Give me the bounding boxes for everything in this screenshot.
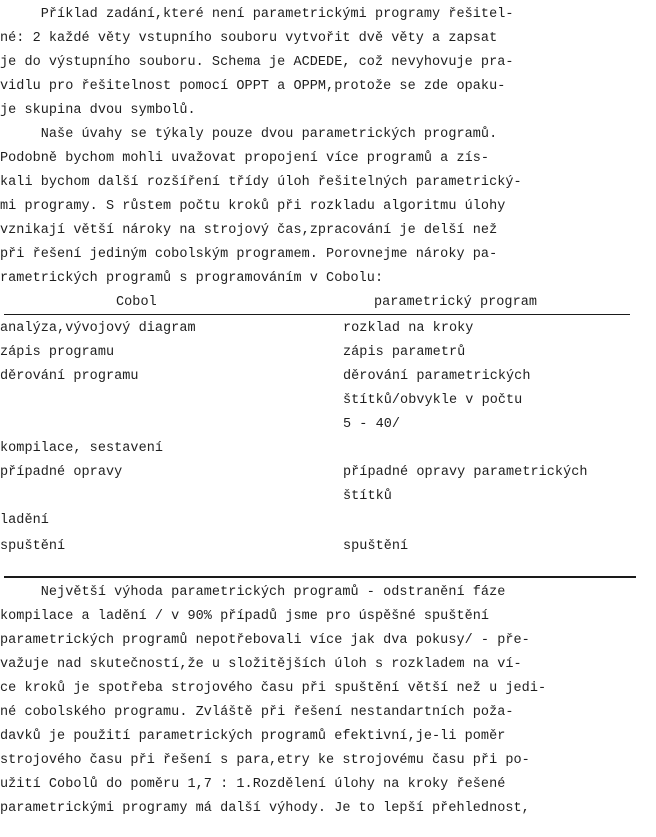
table-cell-cobol: analýza,vývojový diagram bbox=[0, 321, 196, 336]
column-header-cobol: Cobol bbox=[116, 295, 157, 310]
text-line: kali bychom další rozšíření třídy úloh řešitelných parametrický- bbox=[0, 175, 522, 190]
text-line: Podobně bychom mohli uvažovat propojení více programů a zís- bbox=[0, 151, 490, 166]
text-line: važuje nad skutečností,že u složitějších úloh s rozkladem na ví- bbox=[0, 657, 522, 672]
text-line: Naše úvahy se týkaly pouze dvou parametrických programů. bbox=[0, 127, 498, 142]
text-line: vidlu pro řešitelnost pomocí OPPT a OPPM,protože se zde opaku- bbox=[0, 79, 506, 94]
table-cell-parametric: zápis parametrů bbox=[343, 345, 466, 360]
table-cell-parametric: případné opravy parametrických bbox=[343, 465, 588, 480]
table-cell-cobol: případné opravy bbox=[0, 465, 123, 480]
text-line: né cobolského programu. Zvláště při řešení nestandartních poža- bbox=[0, 705, 514, 720]
text-line: Největší výhoda parametrických programů - odstranění fáze bbox=[0, 585, 506, 600]
text-line: ce kroků je spotřeba strojového času při spuštění větší než u jedi- bbox=[0, 681, 547, 696]
table-cell-parametric: štítků/obvykle v počtu bbox=[343, 393, 523, 408]
column-header-parametric: parametrický program bbox=[374, 295, 538, 310]
table-cell-parametric: rozklad na kroky bbox=[343, 321, 474, 336]
table-cell-parametric: spuštění bbox=[343, 539, 409, 554]
text-line: strojového času při řešení s para,etry ke strojovému času při po- bbox=[0, 753, 530, 768]
table-cell-parametric: 5 - 40/ bbox=[343, 417, 401, 432]
text-line: vznikají větší nároky na strojový čas,zpracování je delší než bbox=[0, 223, 498, 238]
text-line: užití Cobolů do poměru 1,7 : 1.Rozdělení úlohy na kroky řešené bbox=[0, 777, 506, 792]
text-line: při řešení jediným cobolským programem. Porovnejme nároky pa- bbox=[0, 247, 498, 262]
table-header-rule bbox=[4, 314, 630, 315]
text-line: parametrickými programy má další výhody. Je to lepší přehlednost, bbox=[0, 801, 530, 816]
table-cell-cobol: spuštění bbox=[0, 539, 66, 554]
text-line: Příklad zadání,které není parametrickými programy řešitel- bbox=[0, 7, 514, 22]
text-line: je skupina dvou symbolů. bbox=[0, 103, 196, 118]
table-cell-cobol: kompilace, sestavení bbox=[0, 441, 164, 456]
text-line: kompilace a ladění / v 90% případů jsme pro úspěšné spuštění bbox=[0, 609, 490, 624]
text-line: davků je použití parametrických programů efektivní,je-li poměr bbox=[0, 729, 506, 744]
text-line: parametrických programů nepotřebovali více jak dva pokusy/ - pře- bbox=[0, 633, 530, 648]
table-cell-parametric: děrování parametrických bbox=[343, 369, 531, 384]
text-line: je do výstupního souboru. Schema je ACDEDE, což nevyhovuje pra- bbox=[0, 55, 514, 70]
table-cell-cobol: zápis programu bbox=[0, 345, 115, 360]
table-bottom-rule bbox=[4, 576, 636, 578]
table-cell-cobol: ladění bbox=[0, 513, 49, 528]
table-cell-cobol: děrování programu bbox=[0, 369, 139, 384]
text-line: rametrických programů s programováním v Cobolu: bbox=[0, 271, 384, 286]
text-line: mi programy. S růstem počtu kroků při rozkladu algoritmu úlohy bbox=[0, 199, 506, 214]
table-cell-parametric: štítků bbox=[343, 489, 392, 504]
text-line: né: 2 každé věty vstupního souboru vytvořit dvě věty a zapsat bbox=[0, 31, 498, 46]
